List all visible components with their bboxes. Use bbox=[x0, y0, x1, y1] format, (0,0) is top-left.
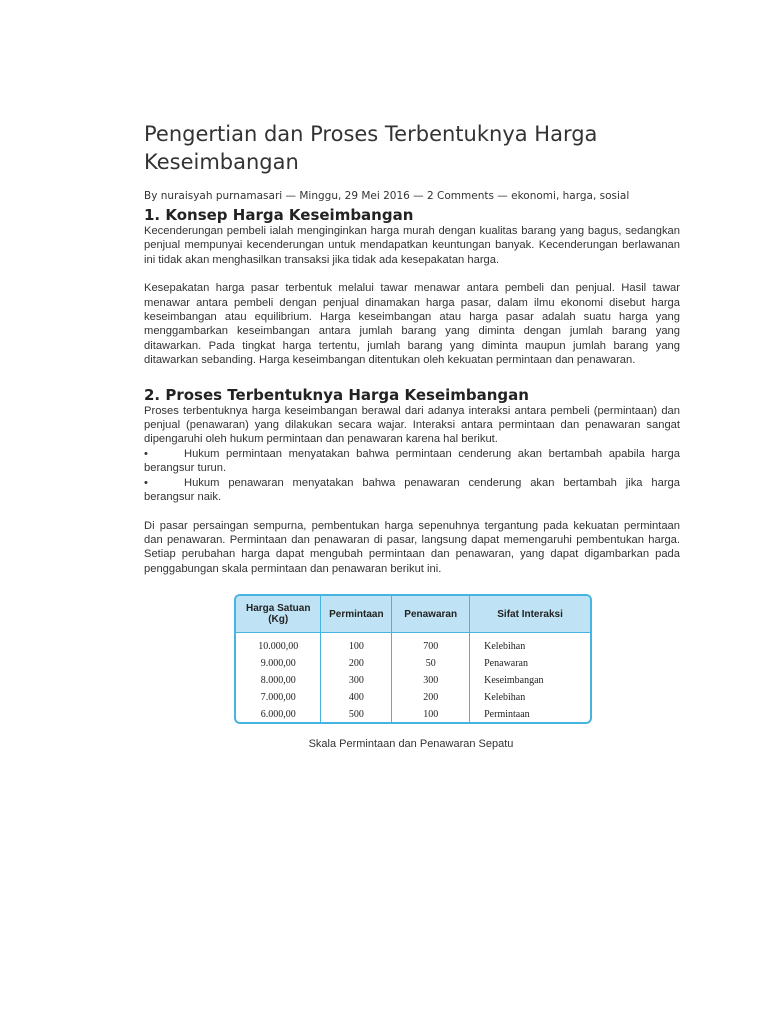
article-title: Pengertian dan Proses Terbentuknya Harga Keseimbangan bbox=[144, 122, 598, 174]
table-cell: 50 bbox=[392, 655, 470, 672]
paragraph: Proses terbentuknya harga keseimbangan berawal dari adanya interaksi antara pembeli (permintaan) dan penjual (penawaran) yang dilakukan secara wajar. Interaksi antara permintaan dan penawaran sangat dipengaruhi oleh hukum permintaan dan penawaran karena hal berikut. bbox=[144, 404, 680, 446]
paragraph: Kecenderungan pembeli ialah menginginkan harga murah dengan kualitas barang yang bagus, sedangkan penjual mempunyai kecenderungan untuk mendapatkan keuntungan banyak. Kecenderungan berlawanan ini tidak akan menghasilkan transaksi jika tidak ada kesepakatan harga. bbox=[144, 225, 680, 266]
table-cell: 6.000,00 bbox=[236, 706, 321, 723]
paragraph: Di pasar persaingan sempurna, pembentukan harga sepenuhnya tergantung pada kekuatan permintaan dan penawaran. Permintaan dan penawaran di pasar, langsung dapat memengaruhi pembentukan harga. Setiap perubahan harga dapat mengubah permintaan dan penawaran, yang dapat digambarkan pada penggabungan skala permintaan dan penawaran berikut ini. bbox=[144, 519, 680, 575]
table-cell: 9.000,00 bbox=[236, 655, 321, 672]
table-header: Penawaran bbox=[392, 596, 470, 633]
article bbox=[144, 120, 680, 576]
table-row bbox=[236, 655, 590, 672]
table-cell: 200 bbox=[321, 655, 392, 672]
table-header: Sifat Interaksi bbox=[470, 596, 590, 633]
table-cell: 7.000,00 bbox=[236, 689, 321, 706]
table-cell: 10.000,00 bbox=[236, 633, 321, 656]
table-row bbox=[236, 689, 590, 706]
table-cell: 200 bbox=[392, 689, 470, 706]
table-cell: 100 bbox=[392, 706, 470, 723]
list-item-text: Hukum penawaran menyatakan bahwa penawaran cenderung akan bertambah jika harga berangsur naik. bbox=[144, 476, 680, 504]
table-header: Permintaan bbox=[321, 596, 392, 633]
table-row bbox=[236, 706, 590, 723]
table-row bbox=[236, 672, 590, 689]
table-cell: Kelebihan bbox=[484, 641, 526, 652]
list-item-text: Hukum permintaan menyatakan bahwa permintaan cenderung akan bertambah apabila harga berangsur turun. bbox=[144, 447, 680, 475]
table-caption: Skala Permintaan dan Penawaran Sepatu bbox=[308, 738, 514, 750]
article-meta: By nuraisyah purnamasari — Minggu, 29 Mei 2016 — 2 Comments — ekonomi, harga, sosial bbox=[144, 190, 630, 202]
list-item: • Hukum penawaran menyatakan bahwa penawaran cenderung akan bertambah jika harga berangsur naik. bbox=[144, 476, 680, 504]
table-cell: Kelebihan bbox=[484, 692, 526, 703]
section-heading-1: 1. Konsep Harga Keseimbangan bbox=[144, 206, 414, 224]
table-cell: 400 bbox=[321, 689, 392, 706]
table-cell: 700 bbox=[392, 633, 470, 656]
demand-supply-table bbox=[234, 594, 592, 724]
table-cell: 500 bbox=[321, 706, 392, 723]
table-cell: Keseimbangan bbox=[484, 675, 544, 686]
table-cell: Permintaan bbox=[484, 709, 530, 720]
table-cell: 8.000,00 bbox=[236, 672, 321, 689]
table-header: Harga Satuan (Kg) bbox=[236, 596, 321, 633]
paragraph: Kesepakatan harga pasar terbentuk melalui tawar menawar antara pembeli dan penjual. Hasil tawar menawar antara pembeli dengan penjual dinamakan harga pasar, dalam ilmu ekonomi disebut harga keseimbangan atau equilibrium. Harga keseimbangan atau harga pasar adalah suatu harga yang menggambarkan keseimbangan antara jumlah barang yang diminta dengan jumlah barang yang ditawarkan. Pada tingkat harga tertentu, jumlah barang yang diminta maupun jumlah barang yang ditawarkan sebanding. Harga keseimbangan ditentukan oleh kekuatan permintaan dan penawaran. bbox=[144, 282, 680, 367]
table-row bbox=[236, 633, 590, 656]
table-cell: Penawaran bbox=[484, 658, 528, 669]
table-cell: 300 bbox=[392, 672, 470, 689]
table-cell: 100 bbox=[321, 633, 392, 656]
section-heading-2: 2. Proses Terbentuknya Harga Keseimbangan bbox=[144, 385, 529, 404]
list-item: • Hukum permintaan menyatakan bahwa permintaan cenderung akan bertambah apabila harga berangsur turun. bbox=[144, 447, 680, 475]
table-cell: 300 bbox=[321, 672, 392, 689]
